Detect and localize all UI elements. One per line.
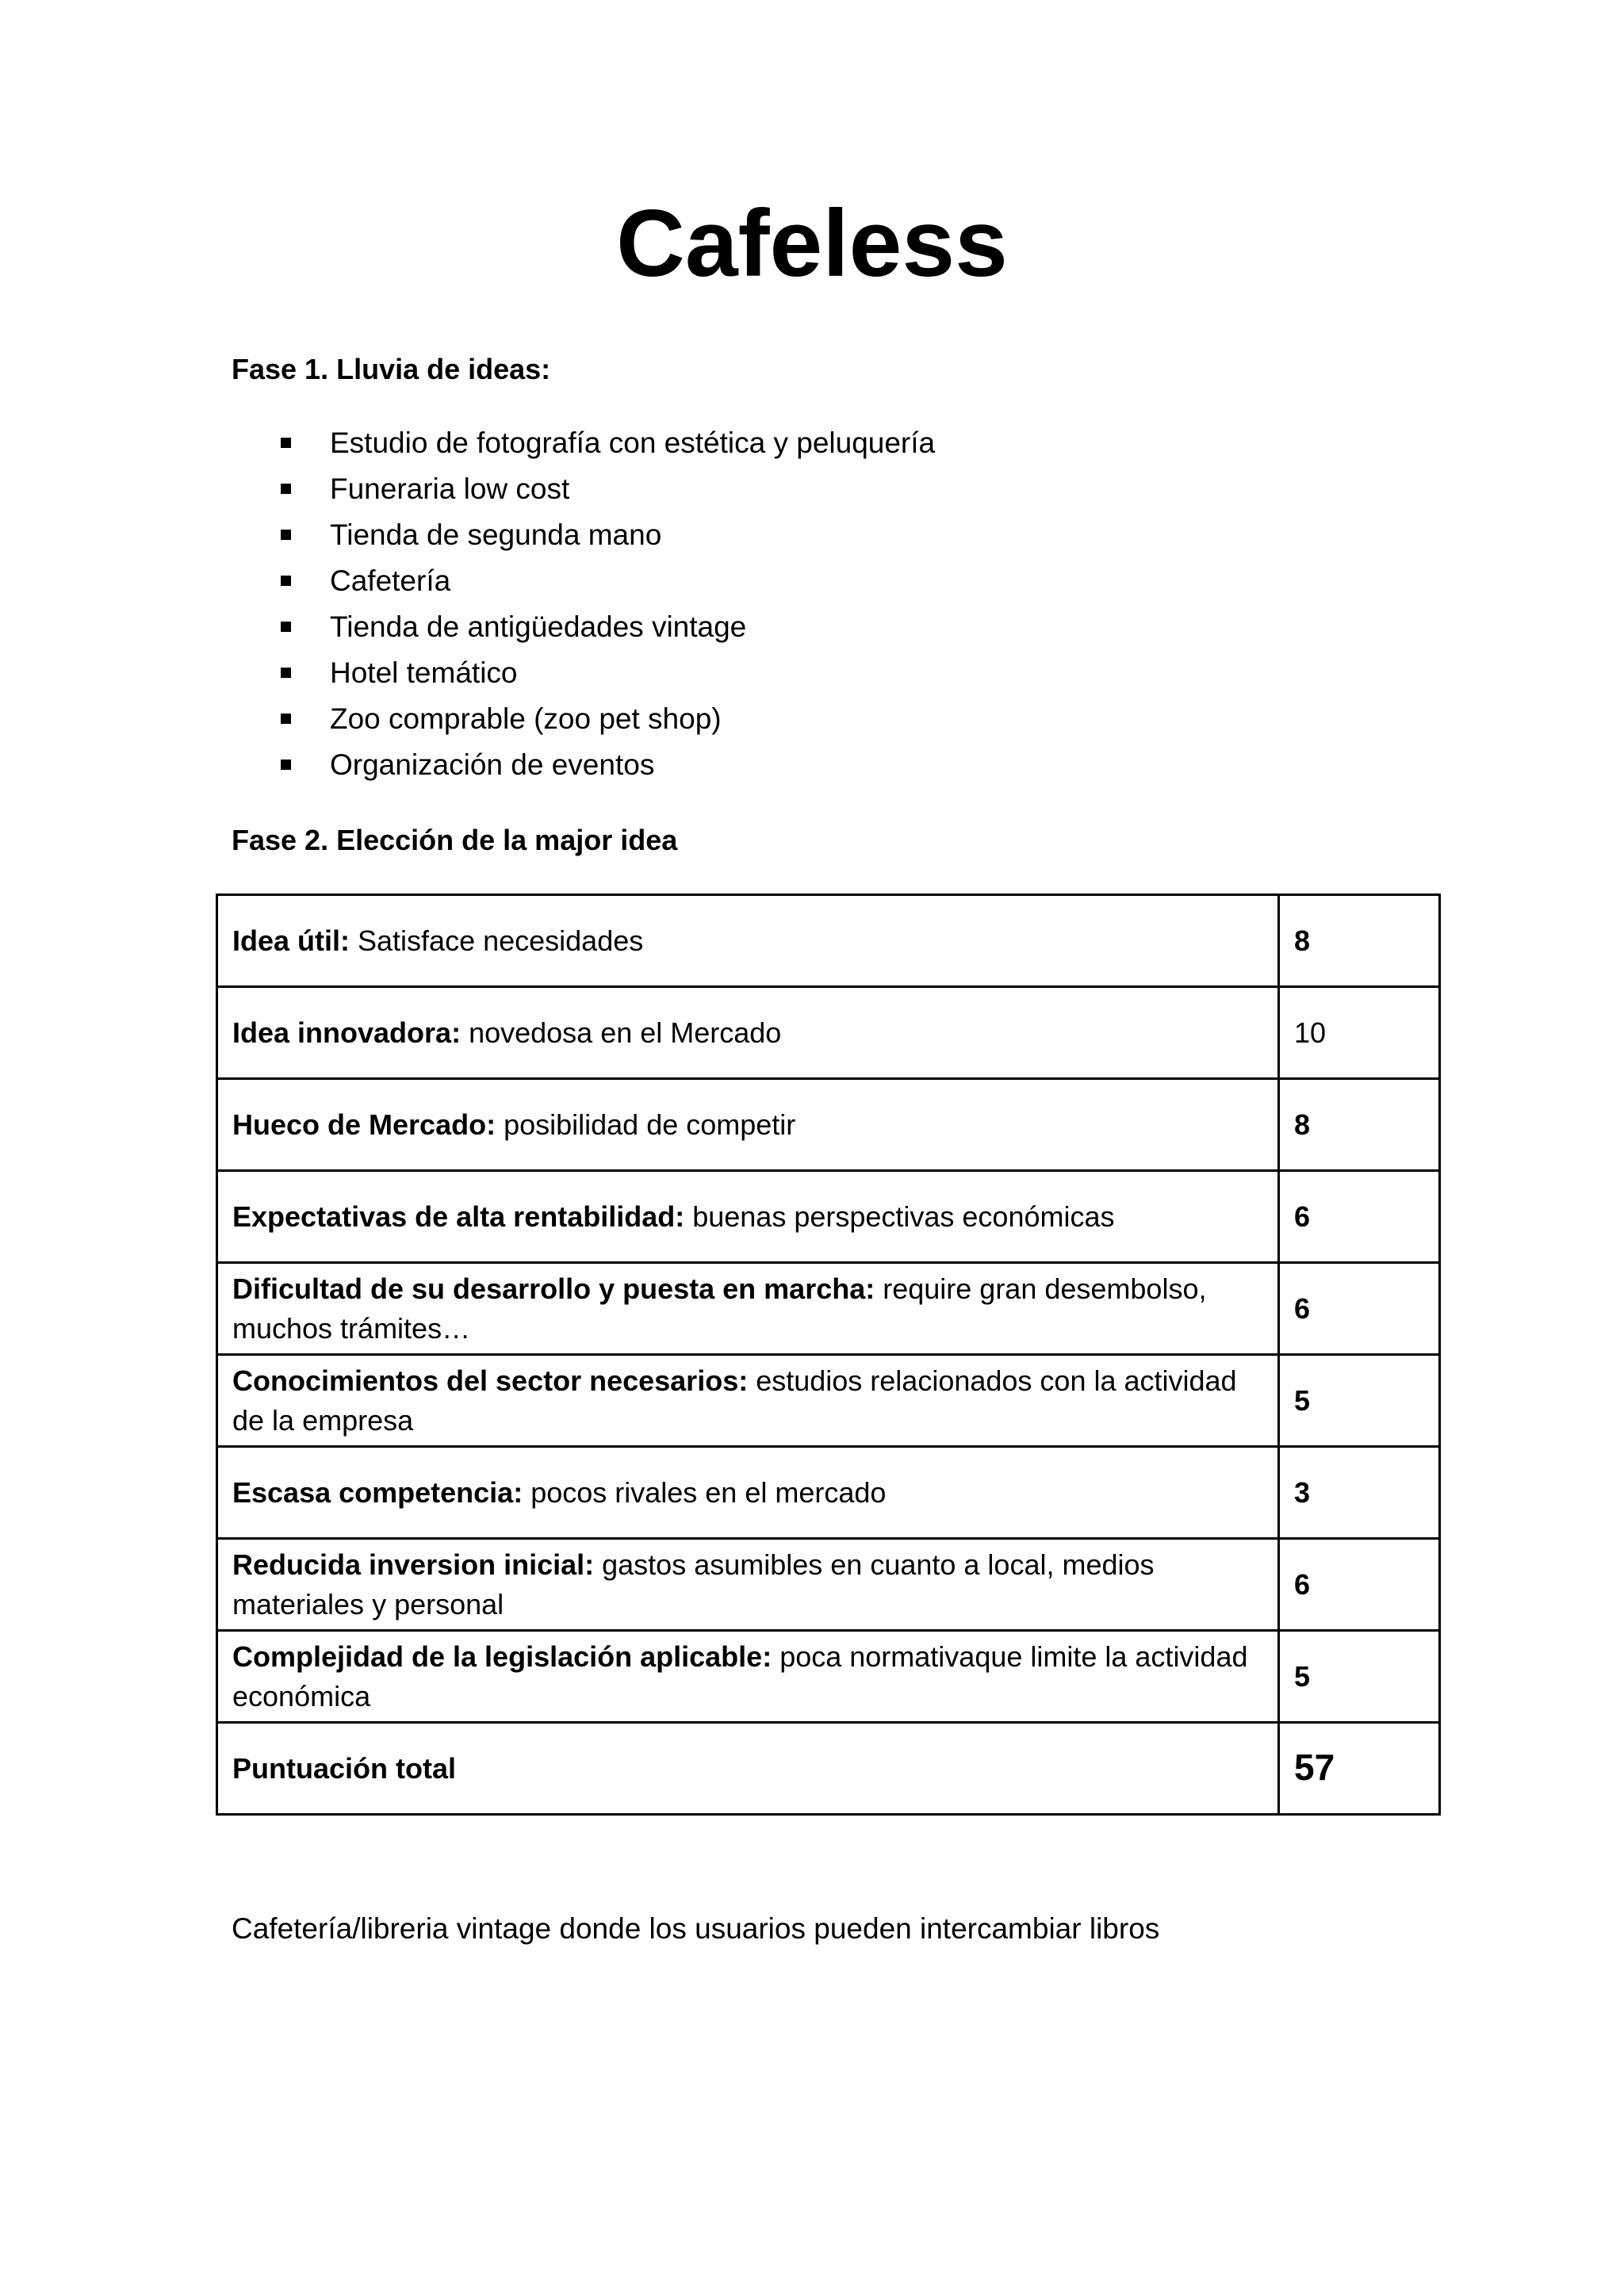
table-row: [217, 1355, 1440, 1447]
idea-text: Zoo comprable (zoo pet shop): [330, 702, 722, 735]
score-cell: [1279, 1171, 1440, 1263]
square-bullet-icon: [281, 484, 291, 494]
total-label: Puntuación total: [232, 1751, 456, 1785]
idea-text: Estudio de fotografía con estética y peluquería: [330, 427, 936, 459]
square-bullet-icon: [281, 576, 291, 586]
total-score-cell: [1279, 1723, 1440, 1815]
score-value: 8: [1294, 1108, 1311, 1141]
criterion-cell: [217, 987, 1279, 1079]
phase1-heading: Fase 1. Lluvia de ideas:: [232, 353, 551, 385]
criterion-label: Hueco de Mercado:: [232, 1108, 496, 1141]
square-bullet-icon: [281, 714, 291, 724]
score-cell: [1279, 895, 1440, 987]
score-value: 6: [1294, 1292, 1311, 1325]
total-label-cell: [217, 1723, 1279, 1815]
criterion-label: Escasa competencia:: [232, 1475, 523, 1509]
square-bullet-icon: [281, 760, 291, 770]
table-row: [217, 1631, 1440, 1723]
criterion-label: Dificultad de su desarrollo y puesta en marcha:: [232, 1272, 875, 1305]
square-bullet-icon: [281, 438, 291, 448]
table-row: [217, 987, 1440, 1079]
criterion-desc: poca normativaque limite la actividad económica: [232, 1640, 1248, 1712]
criterion-label: Reducida inversion inicial:: [232, 1548, 595, 1581]
criterion-desc: Satisface necesidades: [350, 924, 644, 957]
criterion-label: Idea innovadora:: [232, 1016, 462, 1049]
table-row: [217, 1079, 1440, 1171]
criterion-label: Expectativas de alta rentabilidad:: [232, 1200, 685, 1233]
document-title: Cafeless: [616, 190, 1008, 297]
criterion-cell: [217, 895, 1279, 987]
idea-text: Tienda de segunda mano: [330, 519, 662, 551]
phase2-heading: Fase 2. Elección de la major idea: [232, 824, 678, 856]
list-item: [278, 604, 935, 650]
criterion-cell: [217, 1539, 1279, 1631]
list-item: [278, 742, 935, 788]
score-value: 6: [1294, 1567, 1311, 1601]
criterion-desc: pocos rivales en el mercado: [523, 1475, 887, 1509]
criterion-cell: [217, 1631, 1279, 1723]
criterion-desc: estudios relacionados con la actividad de la empresa: [232, 1364, 1237, 1437]
idea-text: Hotel temático: [330, 656, 518, 689]
square-bullet-icon: [281, 530, 291, 540]
score-value: 5: [1294, 1383, 1311, 1417]
total-row: [217, 1723, 1440, 1815]
idea-text: Cafetería: [330, 564, 451, 597]
list-item: [278, 466, 935, 512]
criterion-cell: [217, 1263, 1279, 1355]
table-row: [217, 1447, 1440, 1539]
total-score: 57: [1294, 1746, 1335, 1788]
list-item: [278, 558, 935, 604]
list-item: [278, 650, 935, 696]
criterion-label: Complejidad de la legislación aplicable:: [232, 1640, 772, 1673]
score-cell: [1279, 1631, 1440, 1723]
ideas-list: [278, 420, 935, 788]
table-row: [217, 895, 1440, 987]
score-cell: [1279, 1447, 1440, 1539]
criterion-cell: [217, 1447, 1279, 1539]
conclusion-text: Cafetería/libreria vintage donde los usuarios pueden intercambiar libros: [232, 1912, 1160, 1945]
square-bullet-icon: [281, 668, 291, 678]
criterion-desc: gastos asumibles en cuanto a local, medios materiales y personal: [232, 1548, 1155, 1621]
table-row: [217, 1539, 1440, 1631]
score-value: 5: [1294, 1659, 1311, 1693]
idea-text: Organización de eventos: [330, 748, 655, 781]
score-cell: [1279, 1539, 1440, 1631]
list-item: [278, 512, 935, 558]
score-cell: [1279, 987, 1440, 1079]
idea-text: Tienda de antigüedades vintage: [330, 610, 747, 643]
criterion-cell: [217, 1355, 1279, 1447]
criterion-desc: require gran desembolso, muchos trámites…: [232, 1272, 1207, 1345]
table-row: [217, 1263, 1440, 1355]
list-item: [278, 420, 935, 466]
score-cell: [1279, 1263, 1440, 1355]
criterion-desc: novedosa en el Mercado: [461, 1016, 782, 1049]
score-value: 10: [1294, 1016, 1327, 1049]
score-cell: [1279, 1355, 1440, 1447]
criterion-label: Idea útil:: [232, 924, 350, 957]
criterion-desc: buenas perspectivas económicas: [684, 1200, 1115, 1233]
criterion-cell: [217, 1171, 1279, 1263]
idea-text: Funeraria low cost: [330, 473, 570, 505]
table-row: [217, 1171, 1440, 1263]
list-item: [278, 696, 935, 742]
criterion-desc: posibilidad de competir: [496, 1108, 796, 1141]
evaluation-table: [216, 894, 1441, 1816]
score-value: 8: [1294, 924, 1311, 957]
square-bullet-icon: [281, 622, 291, 632]
criterion-cell: [217, 1079, 1279, 1171]
score-value: 6: [1294, 1200, 1311, 1233]
score-value: 3: [1294, 1475, 1311, 1509]
score-cell: [1279, 1079, 1440, 1171]
criterion-label: Conocimientos del sector necesarios:: [232, 1364, 749, 1397]
